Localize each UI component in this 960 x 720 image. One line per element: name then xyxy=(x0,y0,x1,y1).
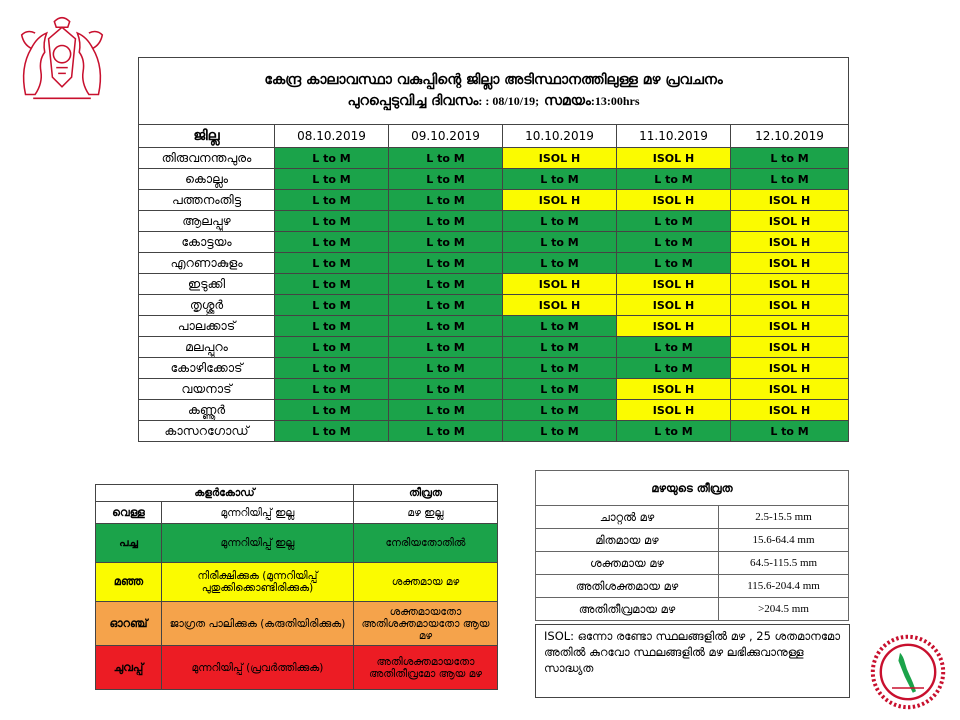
forecast-cell: L to M xyxy=(389,232,503,253)
intensity-name: അതിശക്തമായ മഴ xyxy=(536,575,719,598)
forecast-row xyxy=(139,169,849,190)
forecast-cell: L to M xyxy=(275,400,389,421)
forecast-cell: L to M xyxy=(617,421,731,442)
legend-warning: മുന്നറിയിപ്പ് (പ്രവർത്തിക്കുക) xyxy=(162,646,354,690)
legend-intensity: ശക്തമായതോ അതിശക്തമായതോ ആയ മഴ xyxy=(354,602,498,646)
forecast-cell: L to M xyxy=(275,421,389,442)
date-header: 08.10.2019 xyxy=(275,125,389,148)
legend-color-name: ചുവപ്പ് xyxy=(96,646,162,690)
forecast-cell: L to M xyxy=(617,253,731,274)
forecast-cell: L to M xyxy=(503,316,617,337)
forecast-cell: L to M xyxy=(503,421,617,442)
district-name: പാലക്കാട് xyxy=(139,316,275,337)
time-label: സമയം xyxy=(543,93,591,109)
district-column-header: ജില്ല xyxy=(139,125,275,148)
legend-intensity: അതിശക്തമായതോ അതിതീവ്രമോ ആയ മഴ xyxy=(354,646,498,690)
issued-label: പുറപ്പെടുവിച്ച ദിവസം xyxy=(347,93,479,109)
forecast-cell: L to M xyxy=(275,337,389,358)
isol-definition-note: ISOL: ഒന്നോ രണ്ടോ സ്ഥലങ്ങളിൽ മഴ , 25 ശതമാനമോ അതിൽ കുറവോ സ്ഥലങ്ങളിൽ മഴ ലഭിക്കുവാനുള്ള സാദ്ധ്യത xyxy=(535,624,850,698)
forecast-cell: ISOL H xyxy=(731,211,849,232)
forecast-cell: L to M xyxy=(275,232,389,253)
issued-date: : : 08/10/19; xyxy=(478,94,540,108)
forecast-cell: ISOL H xyxy=(503,295,617,316)
forecast-cell: L to M xyxy=(503,358,617,379)
forecast-cell: L to M xyxy=(731,169,849,190)
forecast-cell: L to M xyxy=(389,148,503,169)
forecast-row xyxy=(139,295,849,316)
forecast-cell: ISOL H xyxy=(731,232,849,253)
forecast-cell: L to M xyxy=(617,358,731,379)
forecast-cell: ISOL H xyxy=(731,190,849,211)
district-name: കൊല്ലം xyxy=(139,169,275,190)
forecast-row xyxy=(139,148,849,169)
intensity-name: ചാറ്റൽ മഴ xyxy=(536,506,719,529)
forecast-cell: L to M xyxy=(617,232,731,253)
intensity-row xyxy=(536,506,849,529)
legend-row-green xyxy=(96,524,498,563)
rain-intensity-table xyxy=(535,470,849,621)
color-code-legend-table xyxy=(95,484,498,690)
intensity-range: 64.5-115.5 mm xyxy=(719,552,849,575)
date-header: 09.10.2019 xyxy=(389,125,503,148)
forecast-cell: L to M xyxy=(275,169,389,190)
intensity-name: അതിതീവ്രമായ മഴ xyxy=(536,598,719,621)
legend-color-name: പച്ച xyxy=(96,524,162,563)
date-header: 11.10.2019 xyxy=(617,125,731,148)
intensity-range: 15.6-64.4 mm xyxy=(719,529,849,552)
forecast-cell: L to M xyxy=(731,421,849,442)
forecast-cell: ISOL H xyxy=(617,400,731,421)
forecast-row xyxy=(139,421,849,442)
forecast-cell: L to M xyxy=(275,379,389,400)
legend-header-row xyxy=(96,485,498,502)
district-name: കാസറഗോഡ് xyxy=(139,421,275,442)
date-header: 12.10.2019 xyxy=(731,125,849,148)
intensity-row xyxy=(536,552,849,575)
forecast-cell: L to M xyxy=(389,211,503,232)
district-name: ഇടുക്കി xyxy=(139,274,275,295)
forecast-cell: L to M xyxy=(275,295,389,316)
intensity-title: മഴയുടെ തീവ്രത xyxy=(536,471,849,506)
forecast-cell: L to M xyxy=(389,400,503,421)
intensity-name: ശക്തമായ മഴ xyxy=(536,552,719,575)
forecast-cell: ISOL H xyxy=(731,274,849,295)
forecast-cell: ISOL H xyxy=(503,148,617,169)
forecast-cell: L to M xyxy=(617,211,731,232)
forecast-cell: ISOL H xyxy=(731,358,849,379)
forecast-cell: L to M xyxy=(275,148,389,169)
legend-intensity: നേരിയതോതിൽ xyxy=(354,524,498,563)
forecast-header-row xyxy=(139,125,849,148)
forecast-cell: ISOL H xyxy=(617,316,731,337)
forecast-cell: L to M xyxy=(389,337,503,358)
forecast-cell: L to M xyxy=(389,358,503,379)
legend-warning: മുന്നറിയിപ്പ് ഇല്ല xyxy=(162,524,354,563)
forecast-cell: ISOL H xyxy=(731,379,849,400)
forecast-cell: L to M xyxy=(731,148,849,169)
forecast-cell: ISOL H xyxy=(617,295,731,316)
forecast-cell: ISOL H xyxy=(503,274,617,295)
forecast-cell: L to M xyxy=(389,169,503,190)
kerala-emblem-icon xyxy=(14,10,110,106)
forecast-cell: ISOL H xyxy=(617,274,731,295)
forecast-cell: L to M xyxy=(503,400,617,421)
forecast-cell: L to M xyxy=(617,337,731,358)
legend-colorcode-header: കളർകോഡ് xyxy=(96,485,354,502)
district-name: കോഴിക്കോട് xyxy=(139,358,275,379)
forecast-cell: ISOL H xyxy=(617,148,731,169)
forecast-row xyxy=(139,337,849,358)
forecast-cell: L to M xyxy=(389,379,503,400)
forecast-cell: L to M xyxy=(389,421,503,442)
forecast-cell: L to M xyxy=(503,253,617,274)
district-name: തൃശ്ശൂർ xyxy=(139,295,275,316)
date-header: 10.10.2019 xyxy=(503,125,617,148)
forecast-cell: L to M xyxy=(389,295,503,316)
district-name: ആലപ്പുഴ xyxy=(139,211,275,232)
forecast-cell: ISOL H xyxy=(503,190,617,211)
forecast-cell: ISOL H xyxy=(731,316,849,337)
time-value: :13:00hrs xyxy=(590,94,640,108)
legend-row-yellow xyxy=(96,563,498,602)
forecast-cell: ISOL H xyxy=(731,295,849,316)
forecast-row xyxy=(139,274,849,295)
forecast-cell: L to M xyxy=(275,274,389,295)
district-name: മലപ്പുറം xyxy=(139,337,275,358)
intensity-range: >204.5 mm xyxy=(719,598,849,621)
forecast-row xyxy=(139,211,849,232)
legend-color-name: ഓറഞ്ച് xyxy=(96,602,162,646)
district-name: വയനാട് xyxy=(139,379,275,400)
legend-intensity: ശക്തമായ മഴ xyxy=(354,563,498,602)
intensity-row xyxy=(536,598,849,621)
forecast-row xyxy=(139,358,849,379)
legend-intensity: മഴ ഇല്ല xyxy=(354,502,498,524)
forecast-cell: L to M xyxy=(275,211,389,232)
intensity-row xyxy=(536,575,849,598)
district-name: എറണാകുളം xyxy=(139,253,275,274)
intensity-row xyxy=(536,529,849,552)
forecast-cell: ISOL H xyxy=(731,400,849,421)
legend-row-red xyxy=(96,646,498,690)
forecast-cell: L to M xyxy=(389,190,503,211)
forecast-cell: L to M xyxy=(275,190,389,211)
forecast-cell: L to M xyxy=(617,169,731,190)
forecast-row xyxy=(139,400,849,421)
district-name: തിരുവനന്തപുരം xyxy=(139,148,275,169)
forecast-cell: ISOL H xyxy=(617,190,731,211)
forecast-title: കേന്ദ്ര കാലാവസ്ഥാ വകുപ്പിന്റെ ജില്ലാ അടിസ്ഥാനത്തിലുള്ള മഴ പ്രവചനം xyxy=(264,72,723,88)
ksdma-logo-icon xyxy=(868,632,948,712)
forecast-row xyxy=(139,379,849,400)
forecast-cell: L to M xyxy=(503,379,617,400)
forecast-cell: L to M xyxy=(503,337,617,358)
legend-intensity-header: തീവ്രത xyxy=(354,485,498,502)
intensity-range: 115.6-204.4 mm xyxy=(719,575,849,598)
legend-warning: മുന്നറിയിപ്പ് ഇല്ല xyxy=(162,502,354,524)
forecast-row xyxy=(139,253,849,274)
legend-color-name: വെള്ള xyxy=(96,502,162,524)
forecast-row xyxy=(139,190,849,211)
legend-warning: നിരീക്ഷിക്കുക (മുന്നറിയിപ്പ് പുതുക്കിക്കൊണ്ടിരിക്കുക) xyxy=(162,563,354,602)
district-name: കണ്ണൂർ xyxy=(139,400,275,421)
intensity-name: മിതമായ മഴ xyxy=(536,529,719,552)
forecast-cell: L to M xyxy=(389,316,503,337)
forecast-row xyxy=(139,316,849,337)
intensity-header-row xyxy=(536,471,849,506)
forecast-title-cell xyxy=(139,58,849,125)
forecast-cell: ISOL H xyxy=(617,379,731,400)
district-name: പത്തനംതിട്ട xyxy=(139,190,275,211)
district-name: കോട്ടയം xyxy=(139,232,275,253)
district-rain-forecast-table xyxy=(138,57,849,442)
intensity-range: 2.5-15.5 mm xyxy=(719,506,849,529)
legend-warning: ജാഗ്രത പാലിക്കുക (കരുതിയിരിക്കുക) xyxy=(162,602,354,646)
legend-row-orange xyxy=(96,602,498,646)
forecast-cell: ISOL H xyxy=(731,337,849,358)
forecast-cell: L to M xyxy=(503,211,617,232)
forecast-cell: L to M xyxy=(503,169,617,190)
forecast-cell: L to M xyxy=(389,274,503,295)
forecast-cell: L to M xyxy=(275,253,389,274)
legend-row-white xyxy=(96,502,498,524)
forecast-cell: L to M xyxy=(275,358,389,379)
forecast-cell: L to M xyxy=(275,316,389,337)
forecast-cell: L to M xyxy=(503,232,617,253)
issued-line xyxy=(139,93,848,110)
legend-color-name: മഞ്ഞ xyxy=(96,563,162,602)
forecast-row xyxy=(139,232,849,253)
forecast-cell: ISOL H xyxy=(731,253,849,274)
forecast-cell: L to M xyxy=(389,253,503,274)
